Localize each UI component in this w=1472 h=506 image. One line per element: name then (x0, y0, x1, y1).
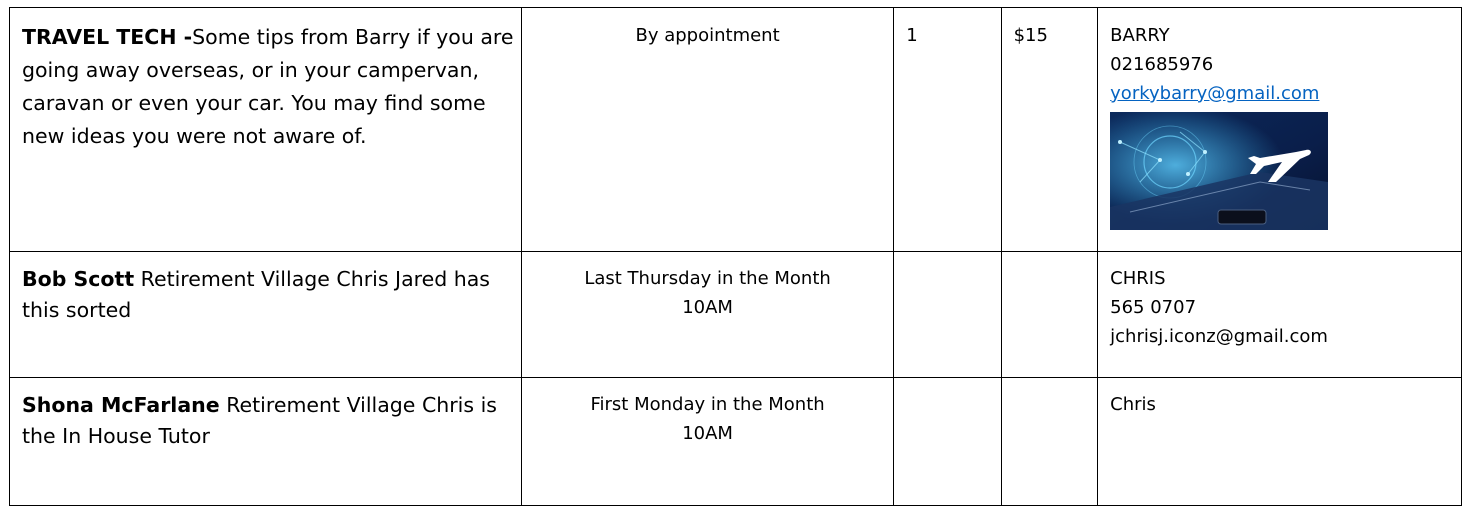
schedule-cell (521, 8, 893, 252)
topic-cell (10, 378, 522, 506)
topic-text (22, 21, 521, 153)
contact-email: jchrisj.iconz@gmail.com (1110, 326, 1328, 347)
table-row (10, 252, 1462, 378)
cost-cell (1001, 378, 1098, 506)
topic-cell (10, 8, 522, 252)
contact-cell (1098, 8, 1462, 252)
contact-phone: 565 0707 (1110, 297, 1197, 318)
sessions-value: 1 (906, 25, 918, 46)
schedule-table (9, 7, 1462, 506)
sessions-cell (894, 8, 1001, 252)
contact-email-link[interactable]: yorkybarry@gmail.com (1110, 83, 1320, 104)
schedule-line-1: Last Thursday in the Month (584, 268, 831, 289)
topic-description: Retirement Village Chris Jared has this sorted (22, 267, 490, 322)
airplane-laptop-icon (1110, 112, 1328, 230)
topic-text (22, 390, 521, 451)
topic-title: Bob Scott (22, 267, 135, 291)
schedule-line-2: 10AM (682, 297, 733, 318)
cost-cell (1001, 252, 1098, 378)
contact-name: CHRIS (1110, 268, 1166, 289)
schedule-cell (521, 252, 893, 378)
sessions-cell (894, 378, 1001, 506)
topic-cell (10, 252, 522, 378)
topic-title: Shona McFarlane (22, 393, 220, 417)
schedule-line-2: 10AM (682, 423, 733, 444)
topic-title: TRAVEL TECH - (22, 25, 193, 49)
cost-cell (1001, 8, 1098, 252)
topic-description: Some tips from Barry if you are going away overseas, or in your campervan, caravan or even your car. You may find some new ideas you were not aware of. (22, 25, 514, 148)
topic-text (22, 264, 521, 325)
contact-cell (1098, 378, 1462, 506)
topic-description: Retirement Village Chris is the In House Tutor (22, 393, 497, 448)
contact-name: Chris (1110, 394, 1156, 415)
contact-name: BARRY (1110, 25, 1170, 46)
sessions-cell (894, 252, 1001, 378)
schedule-line-1: By appointment (635, 25, 780, 46)
table-row (10, 378, 1462, 506)
schedule-line-1: First Monday in the Month (590, 394, 825, 415)
cost-value: $15 (1013, 25, 1048, 46)
schedule-cell (521, 378, 893, 506)
contact-cell (1098, 252, 1462, 378)
table-row (10, 8, 1462, 252)
contact-phone: 021685976 (1110, 54, 1214, 75)
